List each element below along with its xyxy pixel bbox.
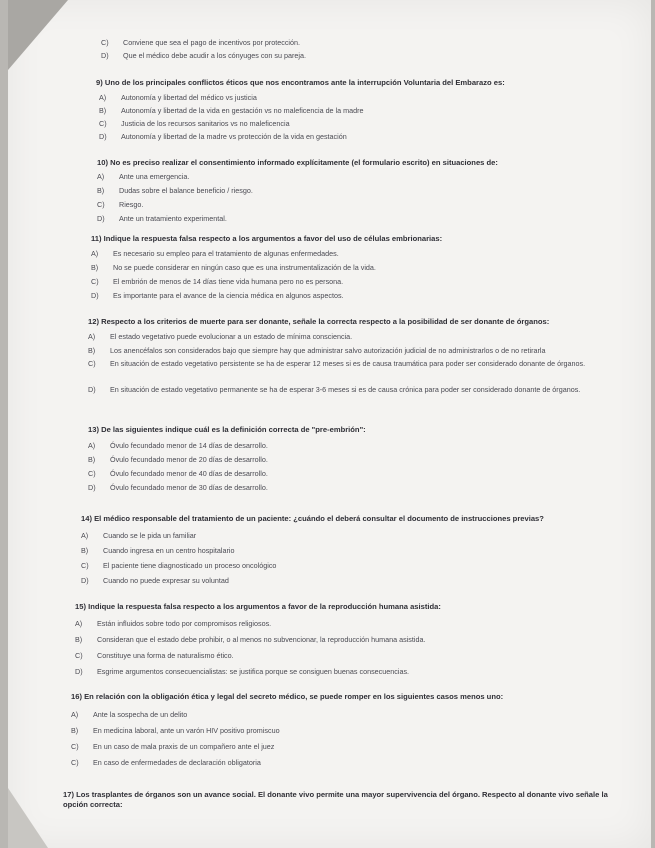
- option-letter: A): [91, 249, 99, 258]
- option-letter: A): [75, 619, 83, 628]
- option-d: [101, 51, 306, 60]
- option-letter: B): [81, 546, 89, 555]
- option-letter: C): [81, 561, 89, 570]
- option-a: [91, 249, 339, 258]
- option-d: [91, 291, 344, 300]
- option-b: [99, 106, 364, 115]
- question-15-title: 15) Indique la respuesta falsa respecto a los argumentos a favor de la reproducción humana asistida:: [75, 602, 441, 611]
- option-b: [71, 726, 280, 735]
- option-a: [88, 332, 352, 341]
- option-letter: C): [97, 200, 105, 209]
- option-letter: B): [88, 346, 96, 355]
- option-text: Ante la sospecha de un delito: [93, 710, 188, 719]
- option-text: Los anencéfalos son considerados bajo que siempre hay que administrar salvo autorización judicial de no administrarlos o de no retirarla: [110, 346, 546, 355]
- option-letter: B): [97, 186, 105, 195]
- option-a: [81, 531, 196, 540]
- option-d: [81, 576, 229, 585]
- option-text: Óvulo fecundado menor de 14 días de desarrollo.: [110, 441, 268, 450]
- question-16-title: 16) En relación con la obligación ética y legal del secreto médico, se puede romper en los siguientes casos menos uno:: [71, 692, 504, 701]
- option-d: [88, 483, 268, 492]
- option-b: [75, 635, 425, 644]
- option-letter: A): [81, 531, 89, 540]
- option-text: Ante un tratamiento experimental.: [119, 214, 227, 223]
- option-c: [99, 119, 290, 128]
- option-text: Autonomía y libertad de la madre vs protección de la vida en gestación: [121, 132, 347, 141]
- option-text: Consideran que el estado debe prohibir, o al menos no subvencionar, la reproducción humana asistida.: [97, 635, 426, 644]
- option-letter: D): [99, 132, 107, 141]
- option-letter: A): [71, 710, 79, 719]
- option-letter: C): [91, 277, 99, 286]
- option-c: [71, 742, 274, 751]
- question-11-title: 11) Indique la respuesta falsa respecto a los argumentos a favor del uso de células embrionarias:: [91, 234, 443, 243]
- option-b: [81, 546, 234, 555]
- option-text: Cuando se le pida un familiar: [103, 531, 197, 540]
- option-d: [88, 384, 628, 395]
- option-text: El estado vegetativo puede evolucionar a un estado de mínima consciencia.: [110, 332, 353, 341]
- option-c: [88, 469, 268, 478]
- option-d: [99, 132, 347, 141]
- option-c-second: [71, 758, 261, 767]
- option-a: [71, 710, 187, 719]
- option-text: Óvulo fecundado menor de 40 días de desarrollo.: [110, 469, 268, 478]
- option-letter: D): [88, 385, 96, 394]
- option-letter: D): [101, 51, 109, 60]
- option-text: Constituye una forma de naturalismo ético.: [97, 651, 234, 660]
- option-text: El paciente tiene diagnosticado un proceso oncológico: [103, 561, 277, 570]
- option-b: [91, 263, 376, 272]
- option-letter: C): [71, 758, 79, 767]
- option-text: Están influidos sobre todo por compromisos religiosos.: [97, 619, 272, 628]
- option-text: El embrión de menos de 14 días tiene vida humana pero no es persona.: [113, 277, 344, 286]
- option-text: Óvulo fecundado menor de 30 días de desarrollo.: [110, 483, 268, 492]
- option-letter: D): [97, 214, 105, 223]
- option-text: Ante una emergencia.: [119, 172, 190, 181]
- option-text: Autonomía y libertad de la vida en gestación vs no maleficencia de la madre: [121, 106, 364, 115]
- option-b: [97, 186, 253, 195]
- option-text: Cuando ingresa en un centro hospitalario: [103, 546, 235, 555]
- option-c: [88, 358, 628, 369]
- option-a: [88, 441, 268, 450]
- option-letter: C): [71, 742, 79, 751]
- option-d: [75, 667, 409, 676]
- option-text: En situación de estado vegetativo persistente se ha de esperar 12 meses si es de causa traumática para poder ser considerado donante de órganos.: [110, 359, 586, 368]
- option-c: [91, 277, 343, 286]
- option-text: Óvulo fecundado menor de 20 días de desarrollo.: [110, 455, 268, 464]
- option-text: No se puede considerar en ningún caso que es una instrumentalización de la vida.: [113, 263, 376, 272]
- page-corner-bottom: [8, 788, 48, 848]
- option-text: Que el médico debe acudir a los cónyuges con su pareja.: [123, 51, 306, 60]
- option-text: Riesgo.: [119, 200, 144, 209]
- option-letter: B): [91, 263, 99, 272]
- option-c: [97, 200, 143, 209]
- option-a: [99, 93, 257, 102]
- option-letter: A): [99, 93, 107, 102]
- option-text: En situación de estado vegetativo permanente se ha de esperar 3-6 meses si es de causa crónica para poder ser considerado donante de órganos.: [110, 385, 581, 394]
- option-letter: A): [88, 332, 96, 341]
- option-letter: B): [88, 455, 96, 464]
- option-letter: D): [81, 576, 89, 585]
- option-text: Cuando no puede expresar su voluntad: [103, 576, 229, 585]
- option-letter: D): [75, 667, 83, 676]
- option-letter: B): [99, 106, 107, 115]
- option-c: [81, 561, 276, 570]
- option-letter: B): [71, 726, 79, 735]
- option-c: [101, 38, 300, 47]
- option-letter: C): [88, 359, 96, 368]
- option-b: [88, 346, 546, 355]
- question-13-title: 13) De las siguientes indique cuál es la definición correcta de "pre-embrión":: [88, 425, 366, 434]
- option-text: En medicina laboral, ante un varón HIV positivo promiscuo: [93, 726, 280, 735]
- option-letter: D): [91, 291, 99, 300]
- option-text: Autonomía y libertad del médico vs justicia: [121, 93, 257, 102]
- option-text: Es importante para el avance de la ciencia médica en algunos aspectos.: [113, 291, 344, 300]
- question-9-title: 9) Uno de los principales conflictos éticos que nos encontramos ante la interrupción Voluntaria del Embarazo es:: [96, 78, 505, 87]
- option-a: [75, 619, 271, 628]
- question-12-title: 12) Respecto a los criterios de muerte para ser donante, señale la correcta respecto a la posibilidad de ser donante de órganos:: [88, 317, 550, 326]
- option-letter: C): [99, 119, 107, 128]
- question-14-title: 14) El médico responsable del tratamiento de un paciente: ¿cuándo el deberá consultar el documento de instrucciones previas?: [81, 514, 544, 523]
- option-d: [97, 214, 227, 223]
- option-letter: A): [88, 441, 96, 450]
- option-letter: A): [97, 172, 105, 181]
- option-c: [75, 651, 234, 660]
- option-text: Justicia de los recursos sanitarios vs no maleficencia: [121, 119, 290, 128]
- option-text: En un caso de mala praxis de un compañero ante el juez: [93, 742, 275, 751]
- page-corner-shadow: [8, 0, 68, 70]
- option-letter: C): [101, 38, 109, 47]
- question-10-title: 10) No es preciso realizar el consentimiento informado explícitamente (el formulario escrito) en situaciones de:: [97, 158, 498, 167]
- option-text: En caso de enfermedades de declaración obligatoria: [93, 758, 261, 767]
- option-letter: D): [88, 483, 96, 492]
- option-a: [97, 172, 189, 181]
- question-17-title: 17) Los trasplantes de órganos son un avance social. El donante vivo permite una mayor supervivencia del órgano. Respecto al donante vivo señale la opción correcta:: [63, 790, 608, 809]
- document-page: [8, 0, 651, 848]
- option-letter: B): [75, 635, 83, 644]
- option-letter: C): [88, 469, 96, 478]
- option-text: Conviene que sea el pago de incentivos por protección.: [123, 38, 301, 47]
- option-text: Dudas sobre el balance beneficio / riesgo.: [119, 186, 253, 195]
- option-letter: C): [75, 651, 83, 660]
- option-text: Esgrime argumentos consecuencialistas: se justifica porque se consiguen buenas consecuencias.: [97, 667, 410, 676]
- option-text: Es necesario su empleo para el tratamiento de algunas enfermedades.: [113, 249, 339, 258]
- option-b: [88, 455, 268, 464]
